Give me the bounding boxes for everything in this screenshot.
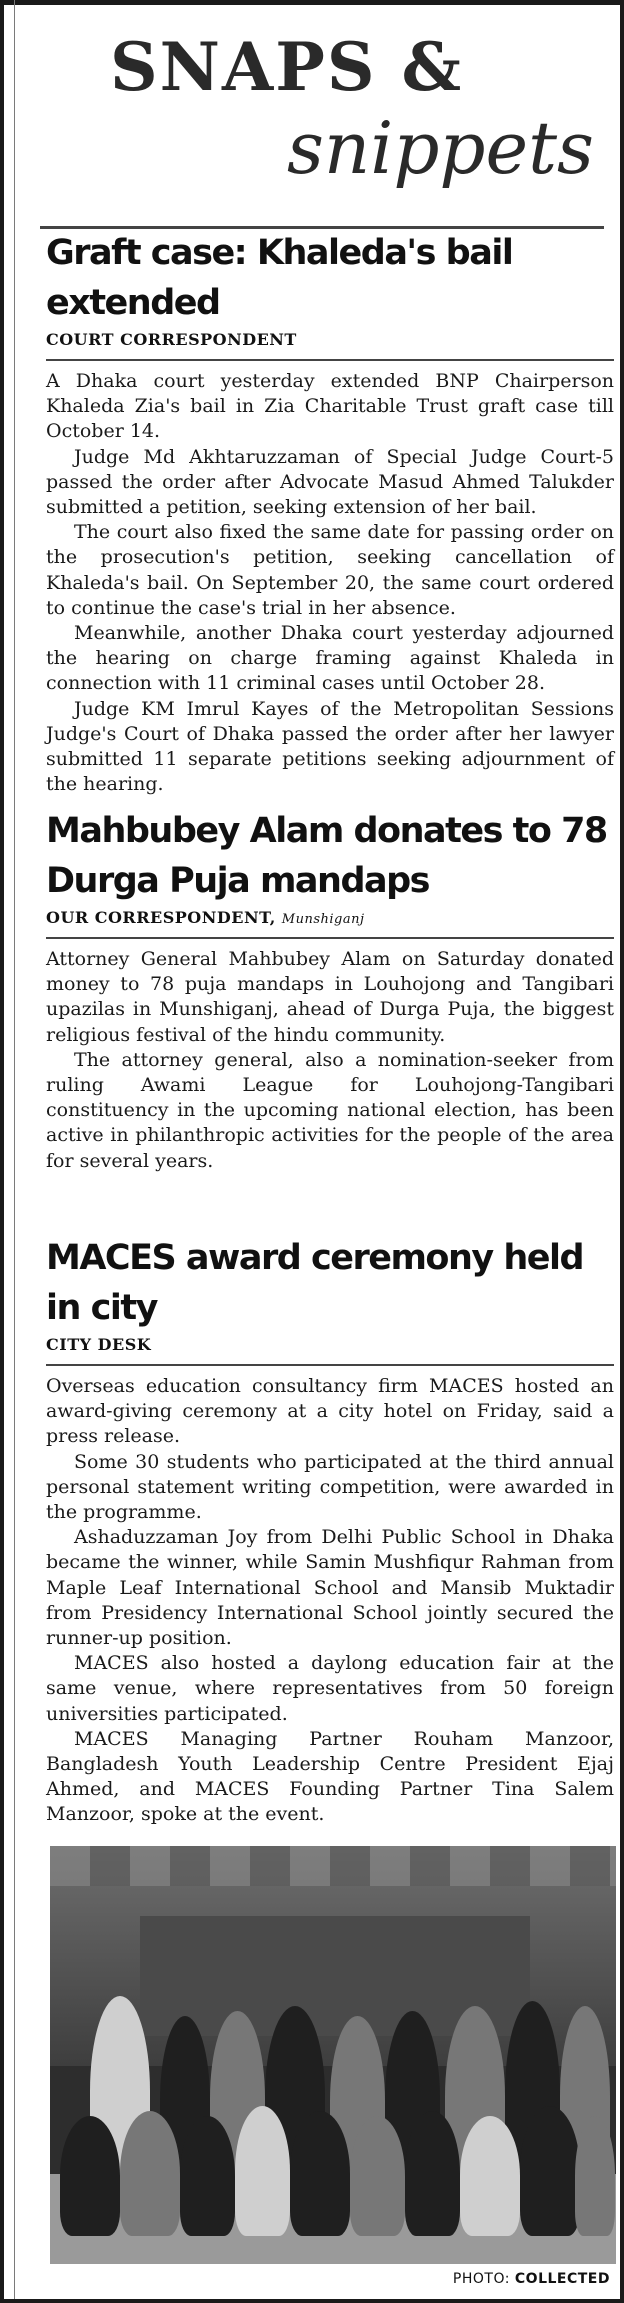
- photo-ceiling-lights: [50, 1846, 616, 1886]
- article-paragraph: Overseas education consultancy firm MACES hosted an award-giving ceremony at a city hotel on Friday, said a press release.: [46, 1375, 614, 1448]
- top-rule: [0, 0, 624, 5]
- article-byline: [46, 1335, 614, 1354]
- article-paragraph: Some 30 students who participated at the third annual personal statement writing competition, were awarded in the programme.: [46, 1450, 614, 1524]
- byline-text: OUR CORRESPONDENT,: [46, 908, 276, 927]
- article-paragraph: MACES also hosted a daylong education fair at the same venue, where representatives from 50 foreign universities participated.: [46, 1652, 614, 1725]
- bottom-rule: [0, 2299, 624, 2303]
- byline-divider: [46, 937, 614, 939]
- photo-credit: [453, 2271, 610, 2287]
- article-headline: MACES award ceremony held in city: [46, 1238, 584, 1328]
- article-paragraph: MACES Managing Partner Rouham Manzoor, Bangladesh Youth Leadership Centre President Ejaj Ahmed, and MACES Founding Partner Tina Salem Manzoor, spoke at the event.: [46, 1727, 614, 1826]
- article-paragraph: A Dhaka court yesterday extended BNP Chairperson Khaleda Zia's bail in Zia Charitable Trust graft case till October 14.: [46, 370, 614, 443]
- right-rule: [620, 0, 624, 2303]
- article-durga-puja: [46, 806, 614, 1174]
- photo-person: [350, 2116, 405, 2236]
- article-paragraph: Meanwhile, another Dhaka court yesterday adjourned the hearing on charge framing against Khaleda in connection with 11 criminal cases until October 28.: [46, 622, 614, 695]
- article-byline: [46, 908, 614, 927]
- article-headline: Graft case: Khaleda's bail extended: [46, 233, 513, 323]
- photo-person: [405, 2111, 460, 2236]
- article-paragraph: Judge Md Akhtaruzzaman of Special Judge Court-5 passed the order after Advocate Masud Ahmed Talukder submitted a petition, seeking extension of her bail.: [46, 445, 614, 519]
- photo-credit-value: COLLECTED: [514, 2271, 610, 2287]
- photo-person: [460, 2116, 520, 2236]
- photo-person: [575, 2116, 615, 2236]
- article-byline: [46, 330, 614, 349]
- photo-person: [520, 2106, 580, 2236]
- photo-person: [120, 2111, 180, 2236]
- event-group-photo: [50, 1846, 616, 2264]
- byline-divider: [46, 359, 614, 361]
- left-thin-rule: [14, 0, 15, 2303]
- photo-credit-label: PHOTO:: [452, 2271, 510, 2287]
- byline-location: Munshiganj: [281, 912, 365, 927]
- byline-divider: [46, 1364, 614, 1366]
- masthead-snaps: SNAPS &: [110, 28, 464, 106]
- article-paragraph: The court also fixed the same date for passing order on the prosecution's petition, seeking cancellation of Khaleda's bail. On September 20, the same court ordered to continue the case's trial in her absence.: [46, 521, 614, 619]
- article-maces-award: [46, 1233, 614, 1828]
- photo-person: [235, 2106, 290, 2236]
- photo-person: [60, 2116, 120, 2236]
- left-rule: [0, 0, 4, 2303]
- byline-text: CITY DESK: [46, 1335, 152, 1354]
- photo-person: [180, 2116, 235, 2236]
- article-paragraph: Attorney General Mahbubey Alam on Saturday donated money to 78 puja mandaps in Louhojong and Tangibari upazilas in Munshiganj, ahead of Durga Puja, the biggest religious festival of the hindu community.: [46, 948, 614, 1046]
- photo-person: [290, 2111, 350, 2236]
- section-masthead: [40, 18, 604, 233]
- article-paragraph: The attorney general, also a nomination-seeker from ruling Awami League for Louhojong-Tangibari constituency in the upcoming national election, has been active in philanthropic activities for the people of the area for several years.: [46, 1048, 614, 1172]
- article-graft-case: [46, 228, 614, 797]
- masthead-snippets: snippets: [286, 106, 594, 190]
- article-paragraph: Judge KM Imrul Kayes of the Metropolitan Sessions Judge's Court of Dhaka passed the order after her lawyer submitted 11 separate petitions seeking adjournment of the hearing.: [46, 697, 614, 796]
- byline-text: COURT CORRESPONDENT: [46, 330, 297, 349]
- article-paragraph: Ashaduzzaman Joy from Delhi Public School in Dhaka became the winner, while Samin Mushfiqur Rahman from Maple Leaf International School and Mansib Muktadir from Presidency International School jointly secured the runner-up position.: [46, 1526, 614, 1650]
- article-headline: Mahbubey Alam donates to 78 Durga Puja mandaps: [46, 811, 607, 901]
